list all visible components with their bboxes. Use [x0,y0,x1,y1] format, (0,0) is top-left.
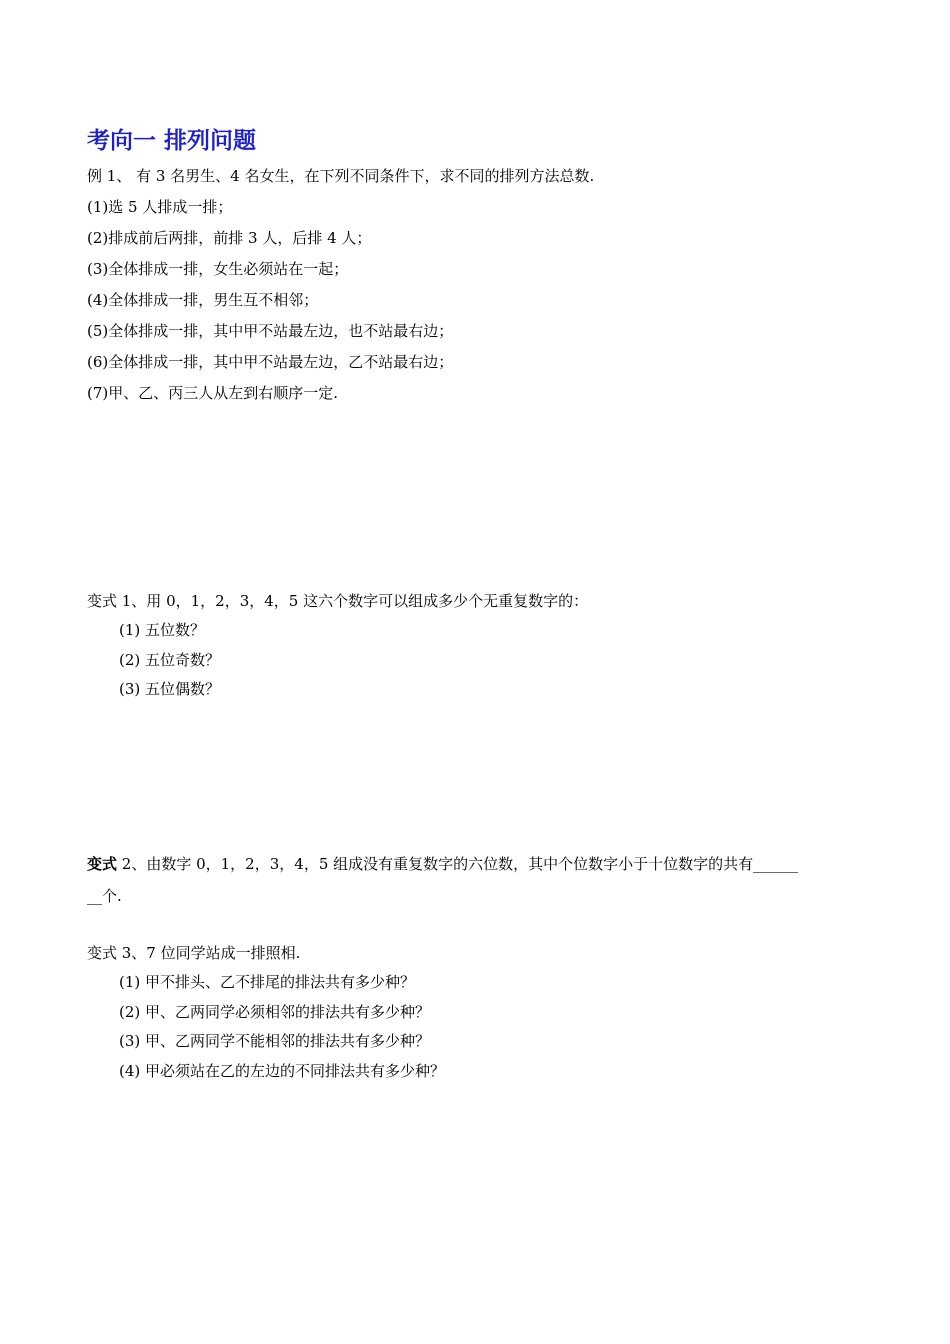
variant-3-item: (2) 甲、乙两同学必须相邻的排法共有多少种？ [119,1003,431,1021]
variant-2-label: 变式 [87,855,118,873]
example-1-intro: 例 1、 有 3 名男生、4 名女生，在下列不同条件下，求不同的排列方法总数. [87,167,595,185]
variant-2-text: 2、由数字 0，1，2，3，4，5 组成没有重复数字的六位数，其中个位数字小于十位数字的共有______ [117,855,799,873]
example-1-item: (4)全体排成一排，男生互不相邻； [87,291,319,309]
example-1-item: (6)全体排成一排，其中甲不站最左边，乙不站最右边； [87,353,454,371]
variant-1-item: (2) 五位奇数？ [119,651,221,669]
variant-1-item: (1) 五位数？ [119,621,206,639]
example-1-item: (5)全体排成一排，其中甲不站最左边，也不站最右边； [87,322,454,340]
example-1-item: (1)选 5 人排成一排； [87,198,233,216]
section-title: 考向一 排列问题 [87,128,257,154]
example-1-item: (2)排成前后两排，前排 3 人，后排 4 人； [87,229,372,247]
variant-3-item: (3) 甲、乙两同学不能相邻的排法共有多少种？ [119,1032,431,1050]
variant-1-intro: 变式 1、用 0，1，2，3，4，5 这六个数字可以组成多少个无重复数字的： [87,592,589,610]
variant-1-item: (3) 五位偶数？ [119,680,221,698]
example-1-item: (7)甲、乙、丙三人从左到右顺序一定. [87,384,339,402]
variant-3-item: (1) 甲不排头、乙不排尾的排法共有多少种？ [119,973,416,991]
variant-2-line-1 [87,854,798,874]
variant-3-item: (4) 甲必须站在乙的左边的不同排法共有多少种？ [119,1062,446,1080]
example-1-item: (3)全体排成一排，女生必须站在一起； [87,260,349,278]
variant-2-line-2: __个. [87,887,122,905]
variant-3-intro: 变式 3、7 位同学站成一排照相. [87,944,301,962]
